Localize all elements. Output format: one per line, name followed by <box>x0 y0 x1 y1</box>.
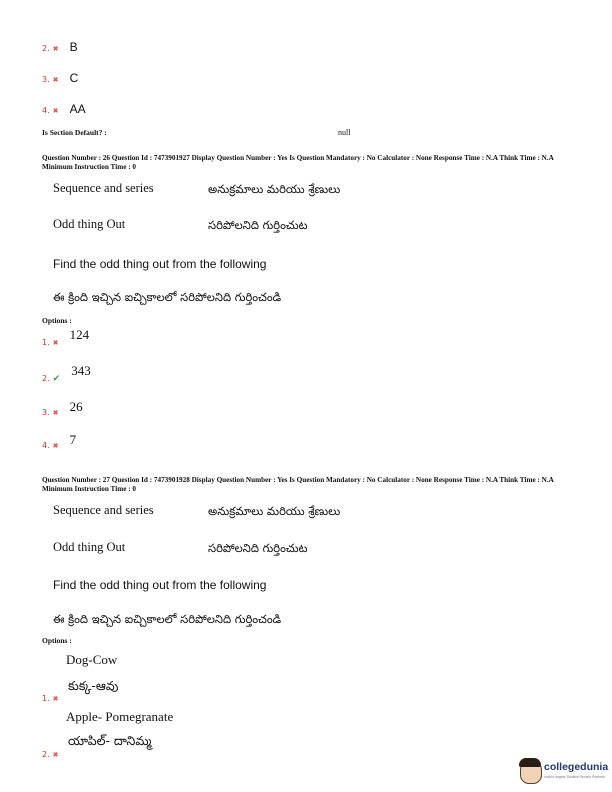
topic-english: Sequence and series <box>53 181 154 195</box>
option-text: 124 <box>69 327 90 342</box>
option-number: 4. <box>42 106 50 115</box>
option-number: 3. <box>42 75 50 84</box>
option-number: 2. <box>42 374 50 383</box>
topic-english: Sequence and series <box>53 503 154 517</box>
section-default-value: null <box>338 128 351 137</box>
option-text: 343 <box>71 363 91 378</box>
question-text-telugu: ఈ క్రింది ఇచ్చిన ఐచ్చికాలలో సరిపోలనిది గుర్తించండి <box>53 612 282 626</box>
cross-icon: ✖ <box>52 751 59 759</box>
logo-tagline: India's largest Student Review Platform <box>544 775 605 779</box>
option-row <box>42 686 59 705</box>
question-text-telugu: ఈ క్రింది ఇచ్చిన ఐచ్చికాలలో సరిపోలనిది గుర్తించండి <box>53 290 282 304</box>
cross-icon: ✖ <box>52 76 59 84</box>
option-text: AA <box>69 102 86 116</box>
option-row <box>42 400 83 419</box>
option-text-telugu: యాపిల్- దానిమ్మ <box>68 733 152 748</box>
cross-icon: ✖ <box>52 107 59 115</box>
topic-telugu: అనుక్రమాలు మరియు శ్రేణులు <box>208 504 341 518</box>
cross-icon: ✖ <box>52 409 59 417</box>
option-text-telugu: కుక్క-ఆవు <box>68 678 119 693</box>
question-text-english: Find the odd thing out from the following <box>53 257 267 271</box>
question-meta: Question Number : 27 Question Id : 7473901928 Display Question Number : Yes Is Question Mandatory : No Calculator : None Response Time : N.A Think Time : N.A Minimum Instruction Time : 0 <box>42 476 554 493</box>
topic-telugu: అనుక్రమాలు మరియు శ్రేణులు <box>208 182 341 196</box>
option-row <box>42 98 86 117</box>
section-default-label: Is Section Default? : <box>42 128 107 137</box>
option-text: 7 <box>69 432 77 447</box>
option-row <box>42 742 59 761</box>
subtopic-telugu: సరిపోలనిది గుర్తించుట <box>208 541 308 555</box>
mascot-hair-icon <box>519 758 541 767</box>
option-row <box>42 433 76 452</box>
question-meta: Question Number : 26 Question Id : 7473901927 Display Question Number : Yes Is Question Mandatory : No Calculator : None Response Time : N.A Think Time : N.A Minimum Instruction Time : 0 <box>42 154 554 171</box>
cross-icon: ✖ <box>52 339 59 347</box>
option-row <box>42 363 91 385</box>
cross-icon: ✖ <box>52 695 59 703</box>
subtopic-telugu: సరిపోలనిది గుర్తించుట <box>208 218 308 232</box>
options-label: Options : <box>42 316 72 325</box>
option-row <box>42 36 78 55</box>
option-number: 3. <box>42 408 50 417</box>
option-number: 2. <box>42 750 50 759</box>
options-label: Options : <box>42 636 72 645</box>
option-text: C <box>69 71 79 85</box>
collegedunia-logo <box>520 758 612 792</box>
option-number: 1. <box>42 338 50 347</box>
option-number: 2. <box>42 44 50 53</box>
option-row <box>42 67 78 86</box>
cross-icon: ✖ <box>52 45 59 53</box>
option-text-english: Apple- Pomegranate <box>66 709 174 724</box>
option-text: B <box>69 40 78 54</box>
option-number: 1. <box>42 694 50 703</box>
cross-icon: ✖ <box>52 442 59 450</box>
option-text: 26 <box>69 399 83 414</box>
checkmark-icon: ✔ <box>52 374 61 384</box>
subtopic-english: Odd thing Out <box>53 217 126 231</box>
subtopic-english: Odd thing Out <box>53 540 126 554</box>
question-text-english: Find the odd thing out from the following <box>53 578 267 592</box>
option-row <box>42 327 90 349</box>
option-number: 4. <box>42 441 50 450</box>
option-text-english: Dog-Cow <box>66 652 118 667</box>
logo-brand: collegedunia <box>544 761 609 773</box>
